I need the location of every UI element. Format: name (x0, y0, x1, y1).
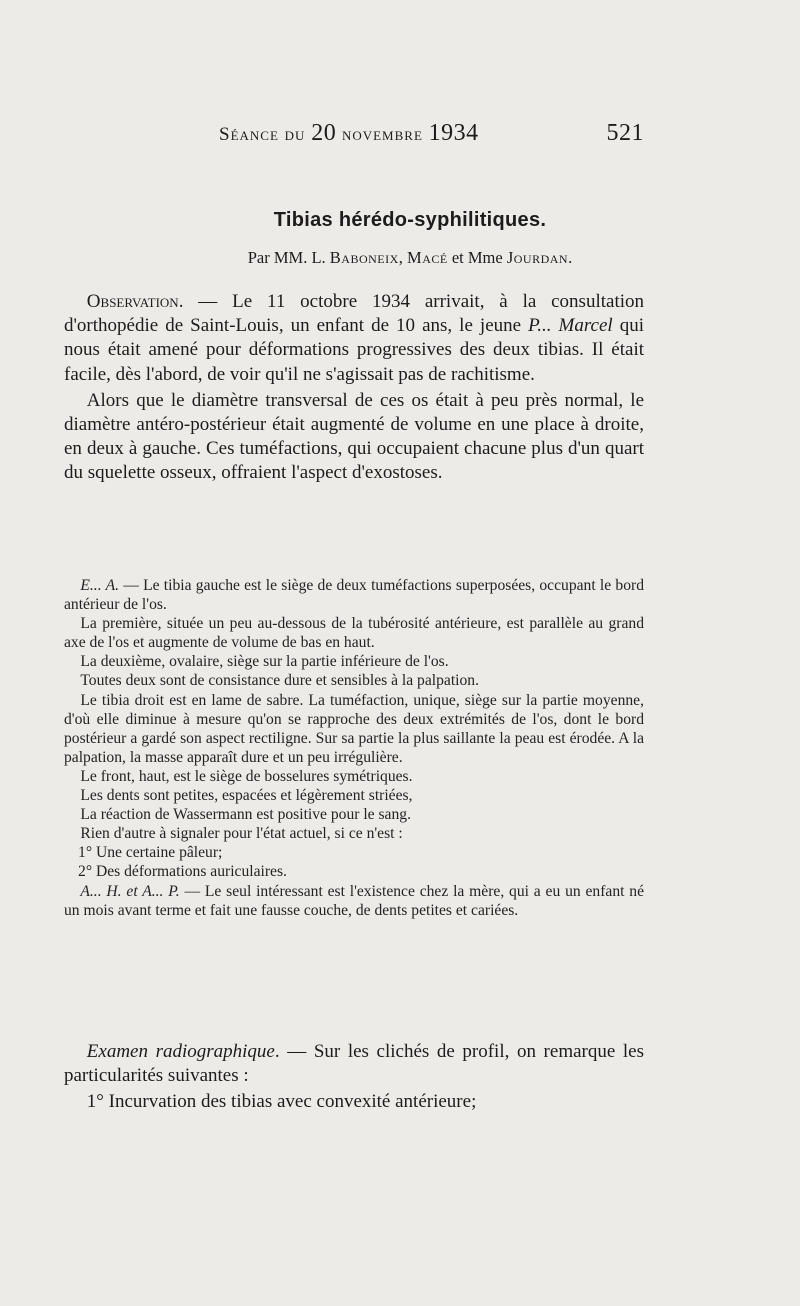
observation-section (64, 290, 644, 486)
detail-ea (64, 576, 644, 614)
radiography-item-1: 1° Incurvation des tibias avec convexité antérieure; (86, 1091, 477, 1113)
observation-text-cont: qui nous était amené pour déformations progressives des deux tibias. Il était facile, dès l'abord, de voir qu'il ne s'agissait pas de rachitisme. (64, 315, 644, 385)
patient-name: P... Marcel (528, 315, 613, 337)
detail-line: Le tibia droit est en lame de sabre. La tuméfaction, unique, siège sur la partie moyenne, d'où elle diminue à mesure qu'on se rapproche des deux extrémités de l'os, dont le bord postérieur a gardé son aspect rectiligne. Sur sa partie la plus saillante la peau est érodée. A la palpation, la masse apparaît dure et un peu irrégulière. (64, 691, 644, 766)
author-mace: Macé (407, 248, 448, 267)
observation-label: Observation (86, 291, 179, 312)
author-jourdan: Jourdan (506, 248, 569, 267)
detail-line: 1° Une certaine pâleur; (78, 844, 223, 862)
detail-line: La deuxième, ovalaire, siège sur la partie inférieure de l'os. (80, 653, 449, 671)
observation-paragraph-1 (64, 290, 644, 387)
observation-paragraph-2: Alors que le diamètre transversal de ces os était à peu près normal, le diamètre antéro-postérieur était augmenté de volume en une place à droite, en deux à gauche. Ces tuméfactions, qui occupaient chacune plus d'un quart du squelette osseux, offraient l'aspect d'exostoses. (64, 389, 644, 484)
detail-line: Toutes deux sont de consistance dure et sensibles à la palpation. (80, 672, 479, 690)
ea-label: E... A. (80, 577, 119, 594)
radiography-text: . — Sur les clichés de profil, on remarque les particularités suivantes : (64, 1041, 644, 1087)
authors-prefix: Par MM. L. (247, 248, 326, 267)
detail-line: La réaction de Wassermann est positive pour le sang. (80, 806, 411, 824)
running-seance: Séance du (219, 124, 306, 145)
radiography-paragraph (64, 1040, 644, 1088)
authors-end: . (568, 248, 573, 267)
running-title (219, 120, 479, 147)
running-year: 1934 (428, 120, 479, 146)
article-title: Tibias hérédo-syphilitiques. (273, 209, 547, 231)
detail-line: Rien d'autre à signaler pour l'état actuel, si ce n'est : (80, 825, 403, 843)
detail-line: Les dents sont petites, espacées et légèrement striées, (80, 787, 413, 805)
page-number: 521 (606, 120, 644, 146)
article-authors (0, 248, 800, 268)
detail-line: La première, située un peu au-dessous de la tubérosité antérieure, est parallèle au grand axe de l'os et augmente de volume de bas en haut. (64, 615, 644, 652)
ea-text: — Le tibia gauche est le siège de deux tuméfactions superposées, occupant le bord antérieur de l'os. (64, 577, 645, 614)
detail-line: 2° Des déformations auriculaires. (78, 863, 287, 881)
observation-text: . — Le 11 octobre 1934 arrivait, à la consultation d'orthopédie de Saint-Louis, un enfant de 10 ans, le jeune (64, 291, 644, 337)
author-separator: et Mme (447, 248, 507, 267)
parents-text: — Le seul intéressant est l'existence chez la mère, qui a eu un enfant né un mois avant terme et fait une fausse couche, de dents petites et cariées. (64, 882, 644, 919)
running-month: novembre (341, 124, 423, 145)
detail-parents (64, 882, 644, 920)
clinical-details (64, 576, 644, 920)
radiography-section (64, 1040, 644, 1115)
running-day: 20 (311, 120, 337, 146)
detail-line: Le front, haut, est le siège de bosselures symétriques. (80, 767, 413, 785)
parents-label: A... H. et A... P. (80, 882, 180, 900)
author-baboneix: Baboneix (329, 248, 399, 267)
author-separator: , (398, 248, 408, 267)
radiography-label: Examen radiographique (86, 1041, 275, 1062)
